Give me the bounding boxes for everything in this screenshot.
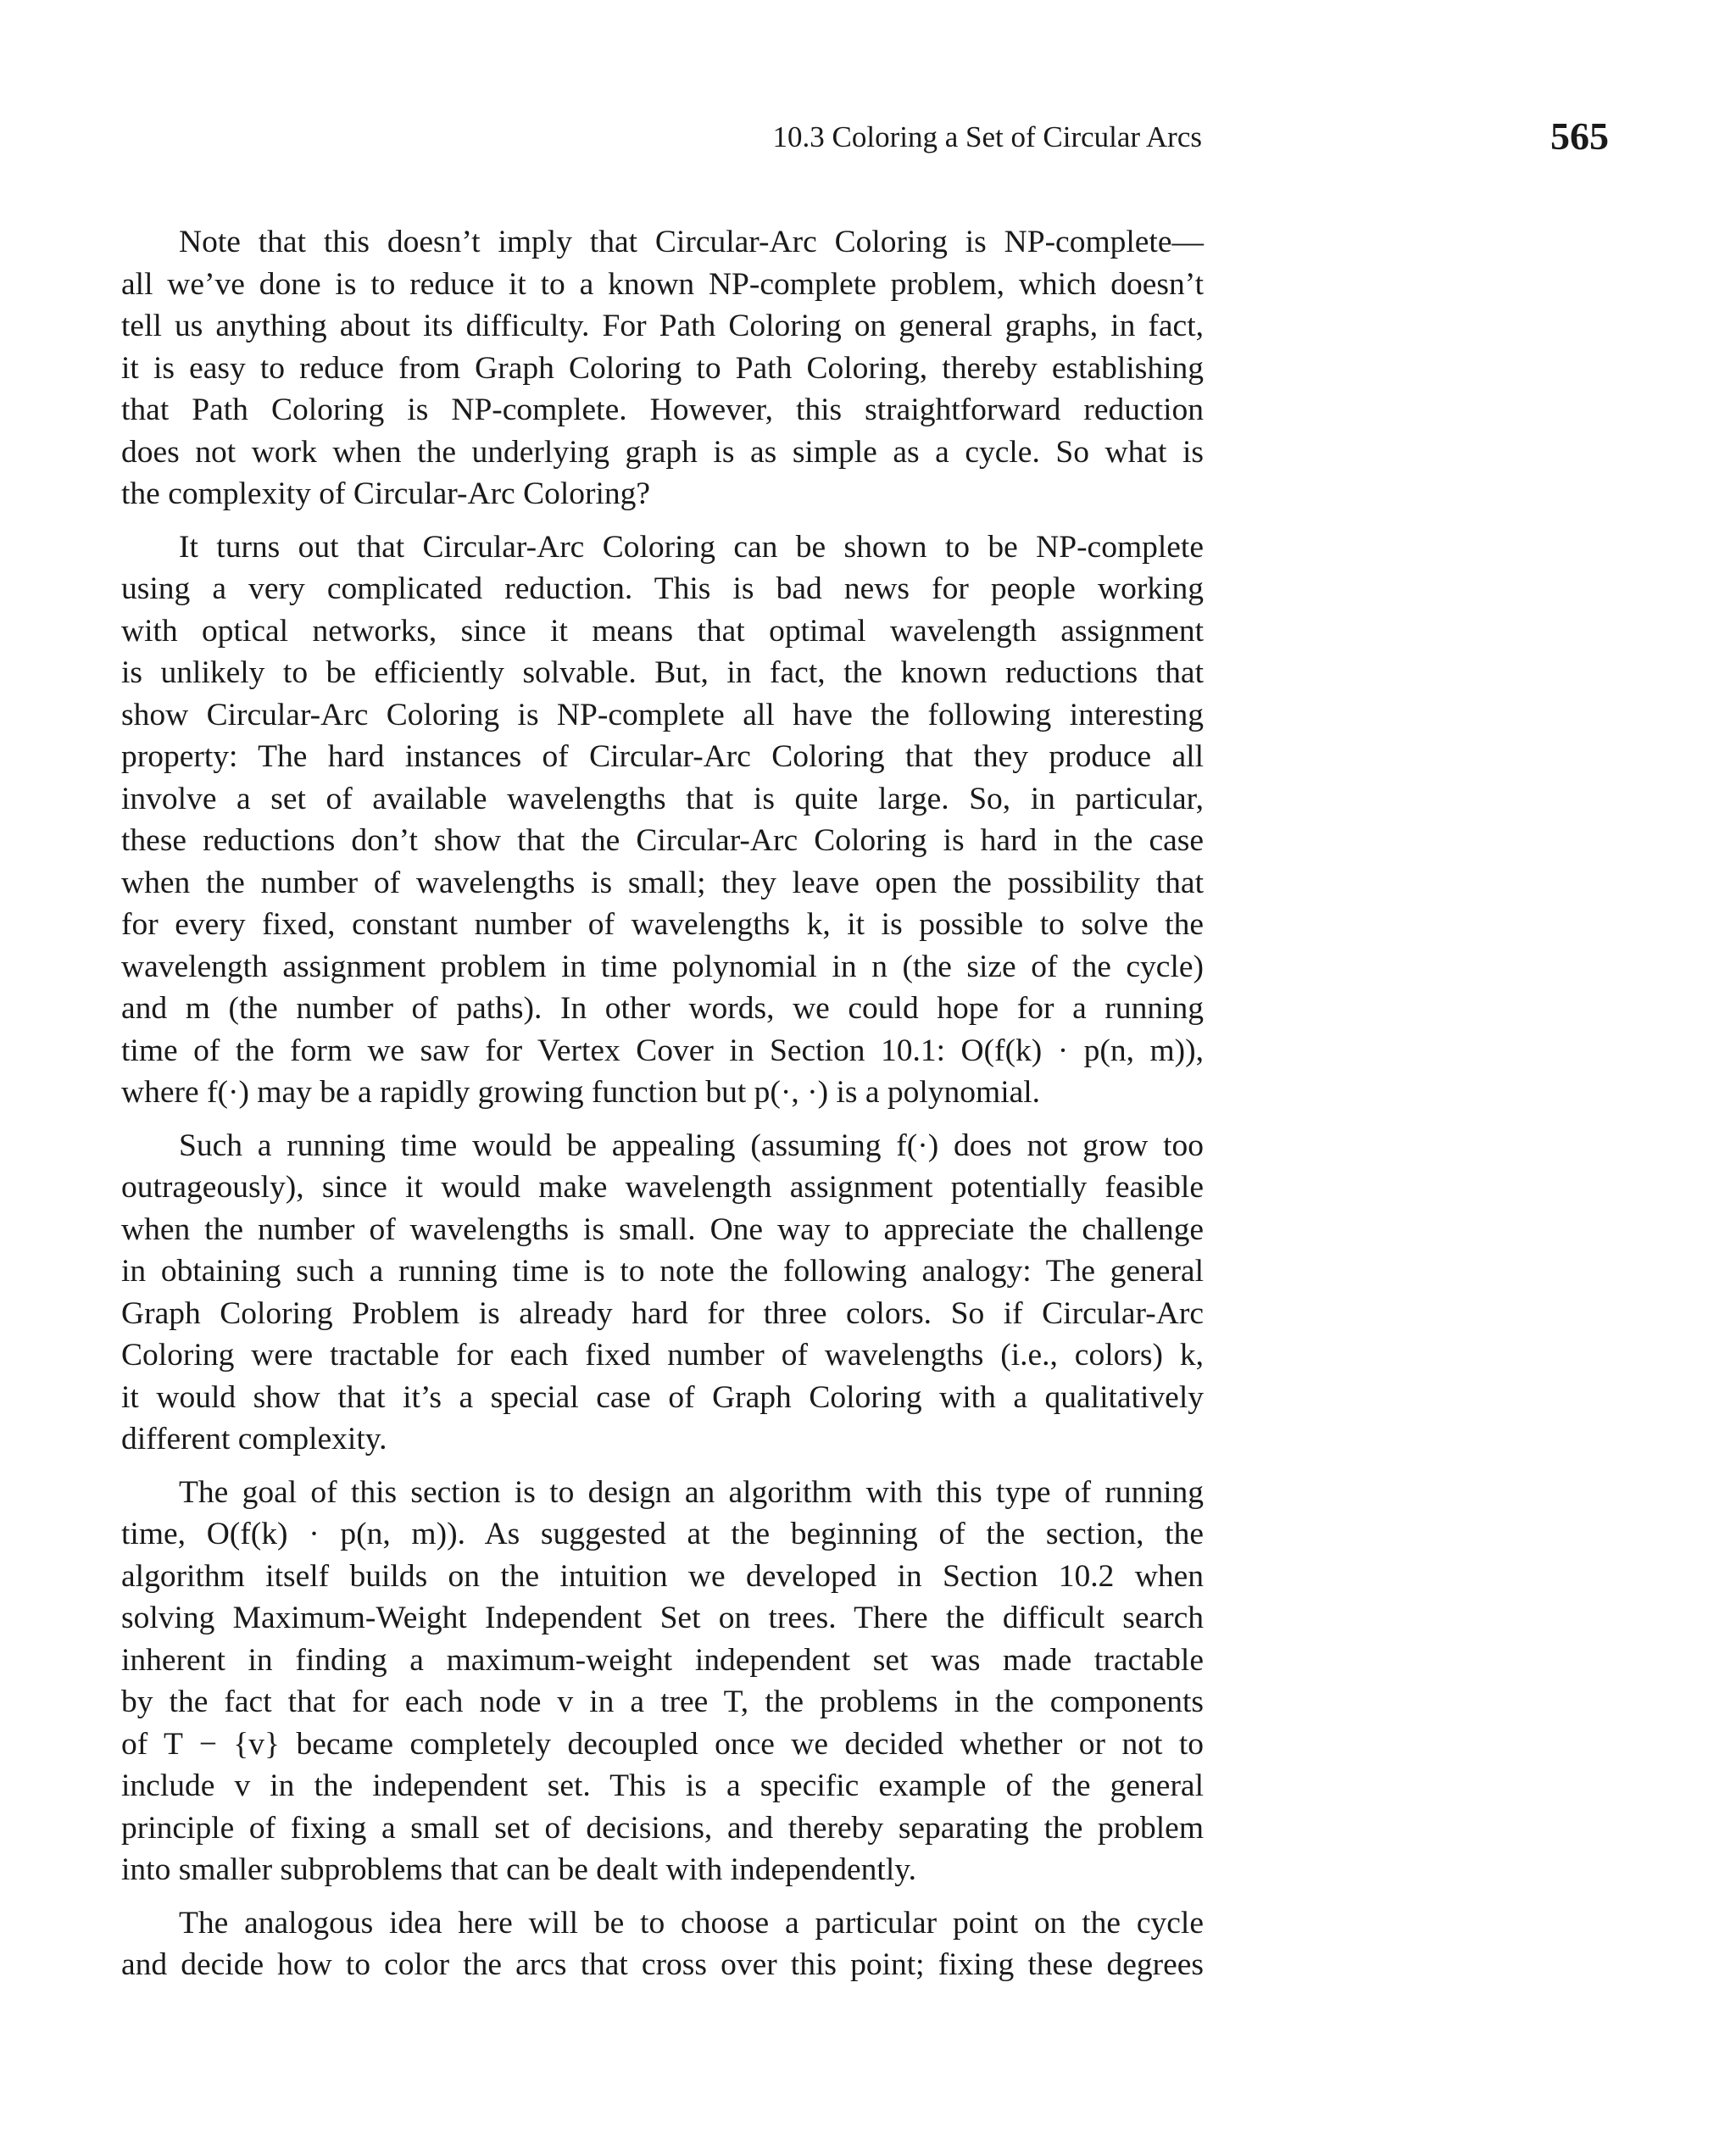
text-line: tell us anything about its difficulty. For Path Coloring on general graphs, in fact, bbox=[121, 309, 1204, 343]
text-line: where f(·) may be a rapidly growing function but p(·, ·) is a polynomial. bbox=[121, 1075, 1041, 1110]
text-line: when the number of wavelengths is small; they leave open the possibility that bbox=[121, 865, 1204, 900]
paragraph-4 bbox=[121, 1472, 1204, 1891]
text-line: The analogous idea here will be to choose a particular point on the cycle bbox=[179, 1905, 1204, 1941]
text-line: principle of fixing a small set of decisions, and thereby separating the problem bbox=[121, 1810, 1204, 1846]
paragraph-2 bbox=[121, 526, 1204, 1114]
text-line: solving Maximum-Weight Independent Set on trees. There the difficult search bbox=[121, 1601, 1204, 1635]
text-line: for every fixed, constant number of wavelengths k, it is possible to solve the bbox=[121, 907, 1204, 942]
page-number: 565 bbox=[1550, 114, 1609, 158]
text-line: show Circular-Arc Coloring is NP-complete all have the following interesting bbox=[121, 697, 1204, 732]
text-line: Note that this doesn’t imply that Circular-Arc Coloring is NP-complete— bbox=[179, 225, 1204, 259]
text-line: it is easy to reduce from Graph Coloring to Path Coloring, thereby establishing bbox=[121, 350, 1204, 386]
paragraph-1 bbox=[121, 221, 1204, 515]
text-line: by the fact that for each node v in a tree T, the problems in the components bbox=[121, 1685, 1204, 1719]
text-line: time of the form we saw for Vertex Cover in Section 10.1: O(f(k) · p(n, m)), bbox=[121, 1033, 1204, 1068]
body-text bbox=[121, 221, 1204, 1997]
text-line: all we’ve done is to reduce it to a known NP-complete problem, which doesn’t bbox=[121, 266, 1204, 302]
text-line: wavelength assignment problem in time polynomial in n (the size of the cycle) bbox=[121, 949, 1204, 984]
text-line: time, O(f(k) · p(n, m)). As suggested at the beginning of the section, the bbox=[121, 1517, 1204, 1551]
text-line: is unlikely to be efficiently solvable. But, in fact, the known reductions that bbox=[121, 655, 1204, 690]
text-line: when the number of wavelengths is small. One way to appreciate the challenge bbox=[121, 1211, 1204, 1247]
text-line: outrageously), since it would make wavelength assignment potentially feasible bbox=[121, 1170, 1204, 1205]
text-line: include v in the independent set. This is a specific example of the general bbox=[121, 1768, 1204, 1803]
text-line: The goal of this section is to design an algorithm with this type of running bbox=[179, 1474, 1204, 1510]
text-line: using a very complicated reduction. This is bad news for people working bbox=[121, 571, 1204, 606]
text-line: and decide how to color the arcs that cross over this point; fixing these degrees bbox=[121, 1947, 1204, 1982]
text-line: of T − {v} became completely decoupled once we decided whether or not to bbox=[121, 1726, 1204, 1762]
text-line: Such a running time would be appealing (assuming f(·) does not grow too bbox=[179, 1128, 1204, 1163]
text-line: It turns out that Circular-Arc Coloring can be shown to be NP-complete bbox=[179, 529, 1204, 565]
text-line: into smaller subproblems that can be dealt with independently. bbox=[121, 1852, 916, 1887]
text-line: the complexity of Circular-Arc Coloring? bbox=[121, 476, 651, 511]
text-line: does not work when the underlying graph is as simple as a cycle. So what is bbox=[121, 434, 1204, 470]
text-line: in obtaining such a running time is to note the following analogy: The general bbox=[121, 1254, 1204, 1289]
text-line: involve a set of available wavelengths that is quite large. So, in particular, bbox=[121, 781, 1204, 816]
page-header bbox=[0, 100, 1736, 168]
text-line: algorithm itself builds on the intuition we developed in Section 10.2 when bbox=[121, 1558, 1204, 1594]
text-line: and m (the number of paths). In other words, we could hope for a running bbox=[121, 991, 1204, 1026]
text-line: property: The hard instances of Circular-Arc Coloring that they produce all bbox=[121, 739, 1204, 774]
text-line: these reductions don’t show that the Circular-Arc Coloring is hard in the case bbox=[121, 823, 1204, 858]
text-line: with optical networks, since it means that optimal wavelength assignment bbox=[121, 613, 1204, 649]
text-line: inherent in finding a maximum-weight independent set was made tractable bbox=[121, 1642, 1204, 1678]
text-line: Coloring were tractable for each fixed number of wavelengths (i.e., colors) k, bbox=[121, 1338, 1204, 1373]
text-line: it would show that it’s a special case of Graph Coloring with a qualitatively bbox=[121, 1379, 1204, 1415]
paragraph-3 bbox=[121, 1125, 1204, 1461]
text-line: different complexity. bbox=[121, 1422, 387, 1456]
text-line: Graph Coloring Problem is already hard for three colors. So if Circular-Arc bbox=[121, 1295, 1204, 1331]
paragraph-5 bbox=[121, 1902, 1204, 1986]
running-title: 10.3 Coloring a Set of Circular Arcs bbox=[772, 120, 1202, 153]
text-line: that Path Coloring is NP-complete. However, this straightforward reduction bbox=[121, 393, 1204, 427]
